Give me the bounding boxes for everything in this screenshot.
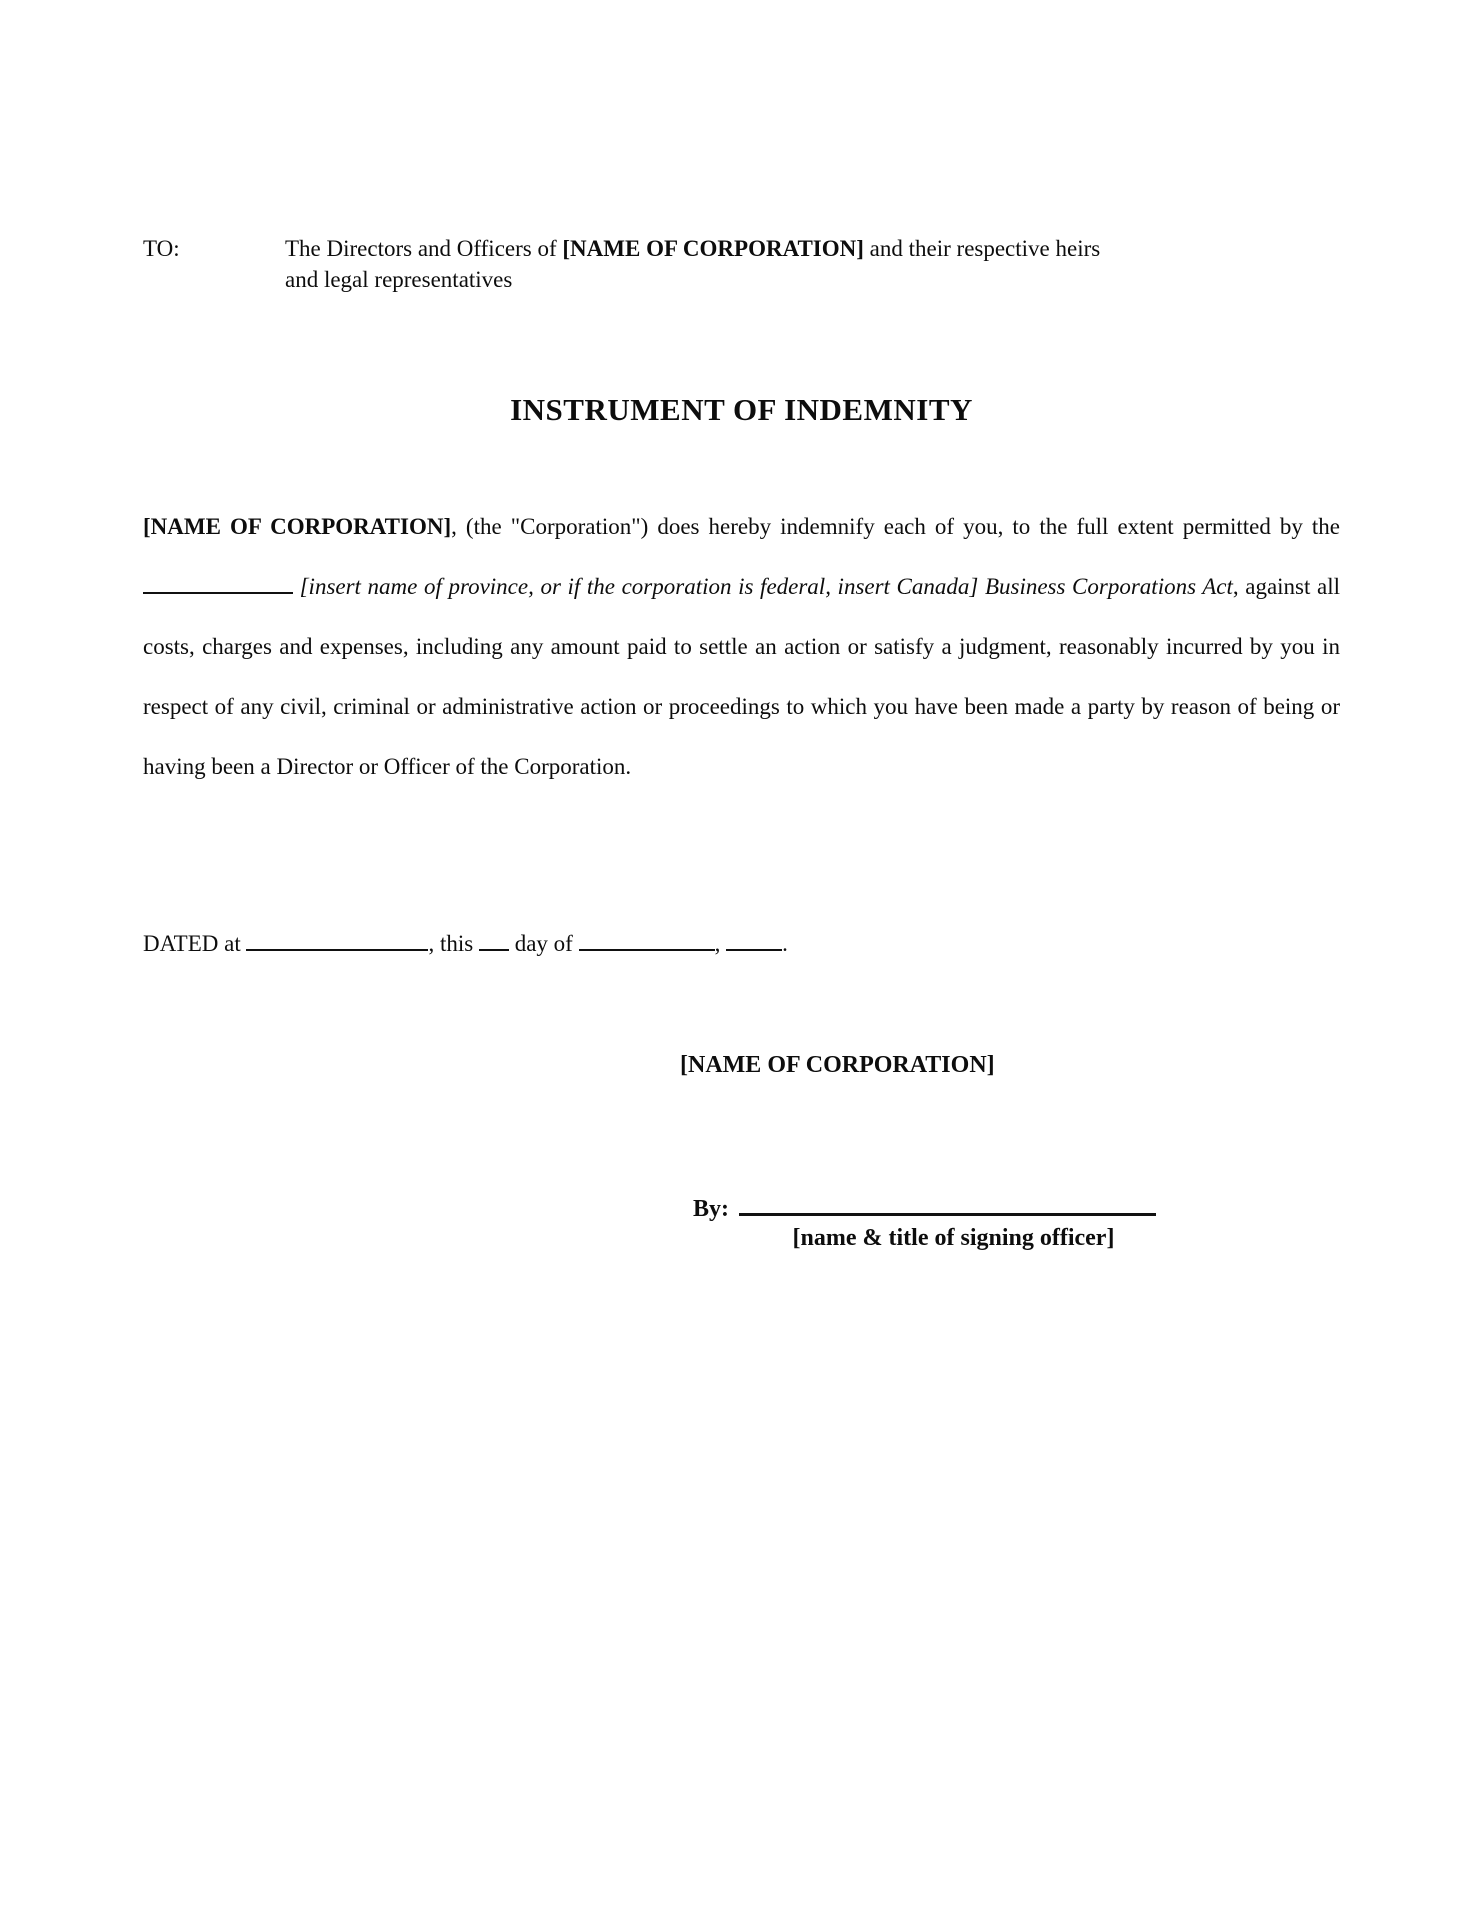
day-blank-field bbox=[479, 928, 509, 951]
month-blank-field bbox=[579, 928, 715, 951]
dated-mid1: , this bbox=[428, 931, 479, 956]
signature-block bbox=[693, 1192, 1162, 1252]
place-blank-field bbox=[246, 928, 428, 951]
document-title: INSTRUMENT OF INDEMNITY bbox=[510, 392, 973, 427]
signature-line bbox=[739, 1192, 1156, 1216]
to-line2: and legal representatives bbox=[285, 267, 513, 292]
dated-end: . bbox=[782, 931, 788, 956]
body-corporation-name: [NAME OF CORPORATION] bbox=[143, 514, 452, 539]
province-blank-field bbox=[143, 571, 293, 594]
dated-line bbox=[143, 928, 1340, 959]
by-label: By: bbox=[693, 1196, 729, 1222]
to-line1-pre: The Directors and Officers of bbox=[285, 236, 563, 261]
to-label: TO: bbox=[143, 236, 180, 261]
dated-pre: DATED at bbox=[143, 931, 247, 956]
year-blank-field bbox=[726, 928, 782, 951]
indemnity-paragraph bbox=[143, 497, 1340, 797]
signing-officer-caption: [name & title of signing officer] bbox=[792, 1225, 1115, 1251]
dated-mid3: , bbox=[714, 931, 727, 956]
signature-corporation-name: [NAME OF CORPORATION] bbox=[680, 1052, 995, 1078]
act-name: Business Corporations Act bbox=[984, 574, 1233, 599]
to-line1-post: and their respective heirs bbox=[863, 236, 1101, 261]
dated-mid2: day of bbox=[508, 931, 579, 956]
body-segment-1: , (the "Corporation") does hereby indemnify each of you, to the full extent permitted by the bbox=[451, 514, 1341, 539]
to-corporation-name: [NAME OF CORPORATION] bbox=[562, 236, 864, 261]
province-insert-note: [insert name of province, or if the corporation is federal, insert Canada] bbox=[293, 574, 985, 599]
to-content bbox=[285, 233, 1340, 295]
body-segment-2: , against all costs, charges and expenses, including any amount paid to settle an action or satisfy a judgment, reasonably incurred by you in respect of any civil, criminal or administrative action or proceedings to which you have been made a party by reason of being or having been a Director or Officer of the Corporation. bbox=[143, 574, 1340, 779]
to-block bbox=[143, 233, 1340, 295]
